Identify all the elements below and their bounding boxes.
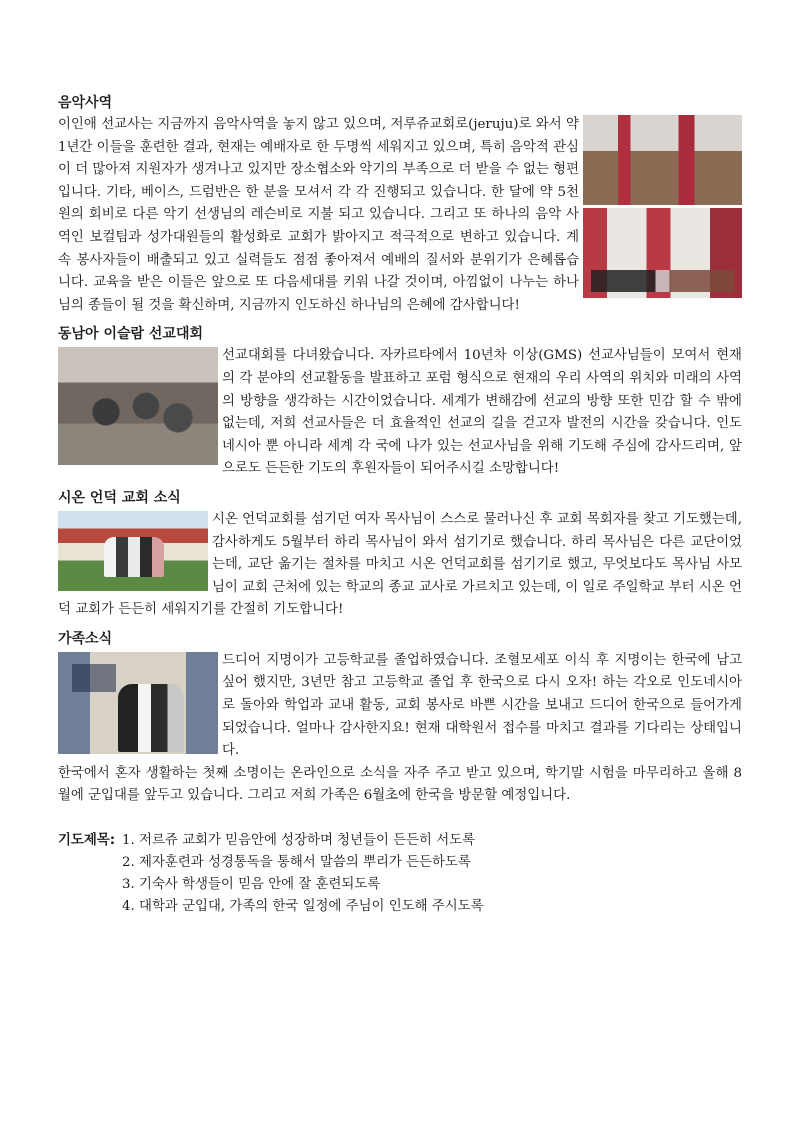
zion-church-text: 시온 언덕교회를 섬기던 여자 목사님이 스스로 물러나신 후 교회 목회자를 찾고 기도했는데, 감사하게도 5월부터 하리 목사님이 와서 섬기기로 했습니다. 하리 목사님은 다른 교단이었는데, 교단 옮기는 절차를 마치고 시온 언덕교회를 섬기기로 했고, 무엇보다도 목사님 사모님이 교회 근처에 있는 학교의 종교 교사로 가르치고 있는데, 이 일로 주일학교 부터 시온 언덕 교회가 든든히 세워지기를 간절히 기도합니다! <box>58 511 742 618</box>
mission-conference-body <box>58 345 742 481</box>
family-news-body-2: 한국에서 혼자 생활하는 첫째 소명이는 온라인으로 소식을 자주 주고 받고 있으며, 학기말 시험을 마무리하고 올해 8월에 군입대를 앞두고 있습니다. 그리고 저희 가족은 6월초에 한국을 방문할 예정입니다. <box>58 765 742 804</box>
music-class-photo <box>583 115 742 205</box>
prayer-label: 기도제목: <box>58 833 116 849</box>
prayer-list <box>122 830 484 918</box>
family-news-section <box>58 628 742 808</box>
conference-group-photo <box>58 347 218 465</box>
zion-church-body <box>58 509 742 622</box>
mission-conference-heading: 동남아 이슬람 선교대회 <box>58 326 203 343</box>
music-photos <box>583 115 742 301</box>
mission-conference-text: 선교대회를 다녀왔습니다. 자카르타에서 10년차 이상(GMS) 선교사님들이 모여서 현재의 각 분야의 선교활동을 발표하고 포럼 형식으로 현재의 우리 사역의 위치와 미래의 사역의 방향을 생각하는 시간이었습니다. 세계가 변해감에 선교의 방향 또한 민감 할 수 밖에 없는데, 저희 선교사들은 더 효율적인 선교의 길을 걷고자 발전의 시간을 갖습니다. 인도네시아 뿐 아니라 세계 각 국에 나가 있는 선교사님을 위해 기도해 주심에 감사드리며, 앞으로도 든든한 기도의 후원자들이 되어주시길 소망합니다! <box>222 348 742 477</box>
zion-church-heading: 시온 언덕 교회 소식 <box>58 489 181 506</box>
keyboard-class-photo <box>583 208 742 298</box>
music-ministry-text: 이인애 선교사는 지금까지 음악사역을 놓지 않고 있으며, 저루쥬교회로(jeruju)로 와서 약 1년간 이들을 훈련한 결과, 현재는 예배자로 한 두명씩 세워지고 있으며, 특히 음악적 관심이 더 많아져 지원자가 생겨나고 있지만 장소협소와 악기의 부족으로 더 받을 수 없는 형편입니다. 기타, 베이스, 드럼반은 한 분을 모셔서 각 각 진행되고 있습니다. 한 달에 약 5천원의 회비로 다른 악기 선생님의 레슨비로 지불 되고 있습니다. 그리고 또 하나의 음악 사역인 보컬팀과 성가대원들의 활성화로 교회가 밝아지고 적극적으로 변하고 있습니다. 계속 봉사자들이 배출되고 있고 실력들도 점점 좋아져서 예배의 질서와 분위기가 은혜롭습니다. 교육을 받은 이들은 앞으로 또 다음세대를 키워 나갈 것이며, 아낌없이 나누는 하나님의 종들이 될 것을 확신하며, 지금까지 인도하신 하나님의 은혜에 감사합니다! <box>58 117 580 313</box>
prayer-requests <box>58 830 742 918</box>
prayer-item: 4. 대학과 군입대, 가족의 한국 일정에 주님이 인도해 주시도록 <box>122 899 484 915</box>
prayer-item: 1. 저르쥬 교회가 믿음안에 성장하며 청년들이 든든히 서도록 <box>122 833 476 849</box>
prayer-item: 3. 기숙사 학생들이 믿음 안에 잘 훈련되도록 <box>122 877 381 893</box>
zion-church-section <box>58 487 742 622</box>
family-news-body <box>58 650 742 763</box>
music-ministry-heading: 음악사역 <box>58 95 113 111</box>
mission-conference-section <box>58 323 742 481</box>
newsletter-page <box>58 92 742 918</box>
zion-church-photo <box>58 511 208 591</box>
family-news-heading: 가족소식 <box>58 630 113 647</box>
graduation-photo <box>58 652 218 754</box>
music-ministry-section <box>58 92 742 317</box>
family-news-text: 드디어 지명이가 고등학교를 졸업하였습니다. 조혈모세포 이식 후 지명이는 한국에 남고 싶어 했지만, 3년만 참고 고등학교 졸업 후 한국으로 다시 오자! 하는 각오로 인도네시아로 돌아와 학업과 교내 활동, 교회 봉사로 바쁜 시간을 보내고 드디어 한국으로 들어가게 되었습니다. 얼마나 감사한지요! 현재 대학원서 접수를 마치고 결과를 기다리는 상태입니다. <box>222 652 742 759</box>
prayer-item: 2. 제자훈련과 성경통독을 통해서 말씀의 뿌리가 든든하도록 <box>122 855 471 871</box>
music-ministry-body <box>58 114 742 317</box>
